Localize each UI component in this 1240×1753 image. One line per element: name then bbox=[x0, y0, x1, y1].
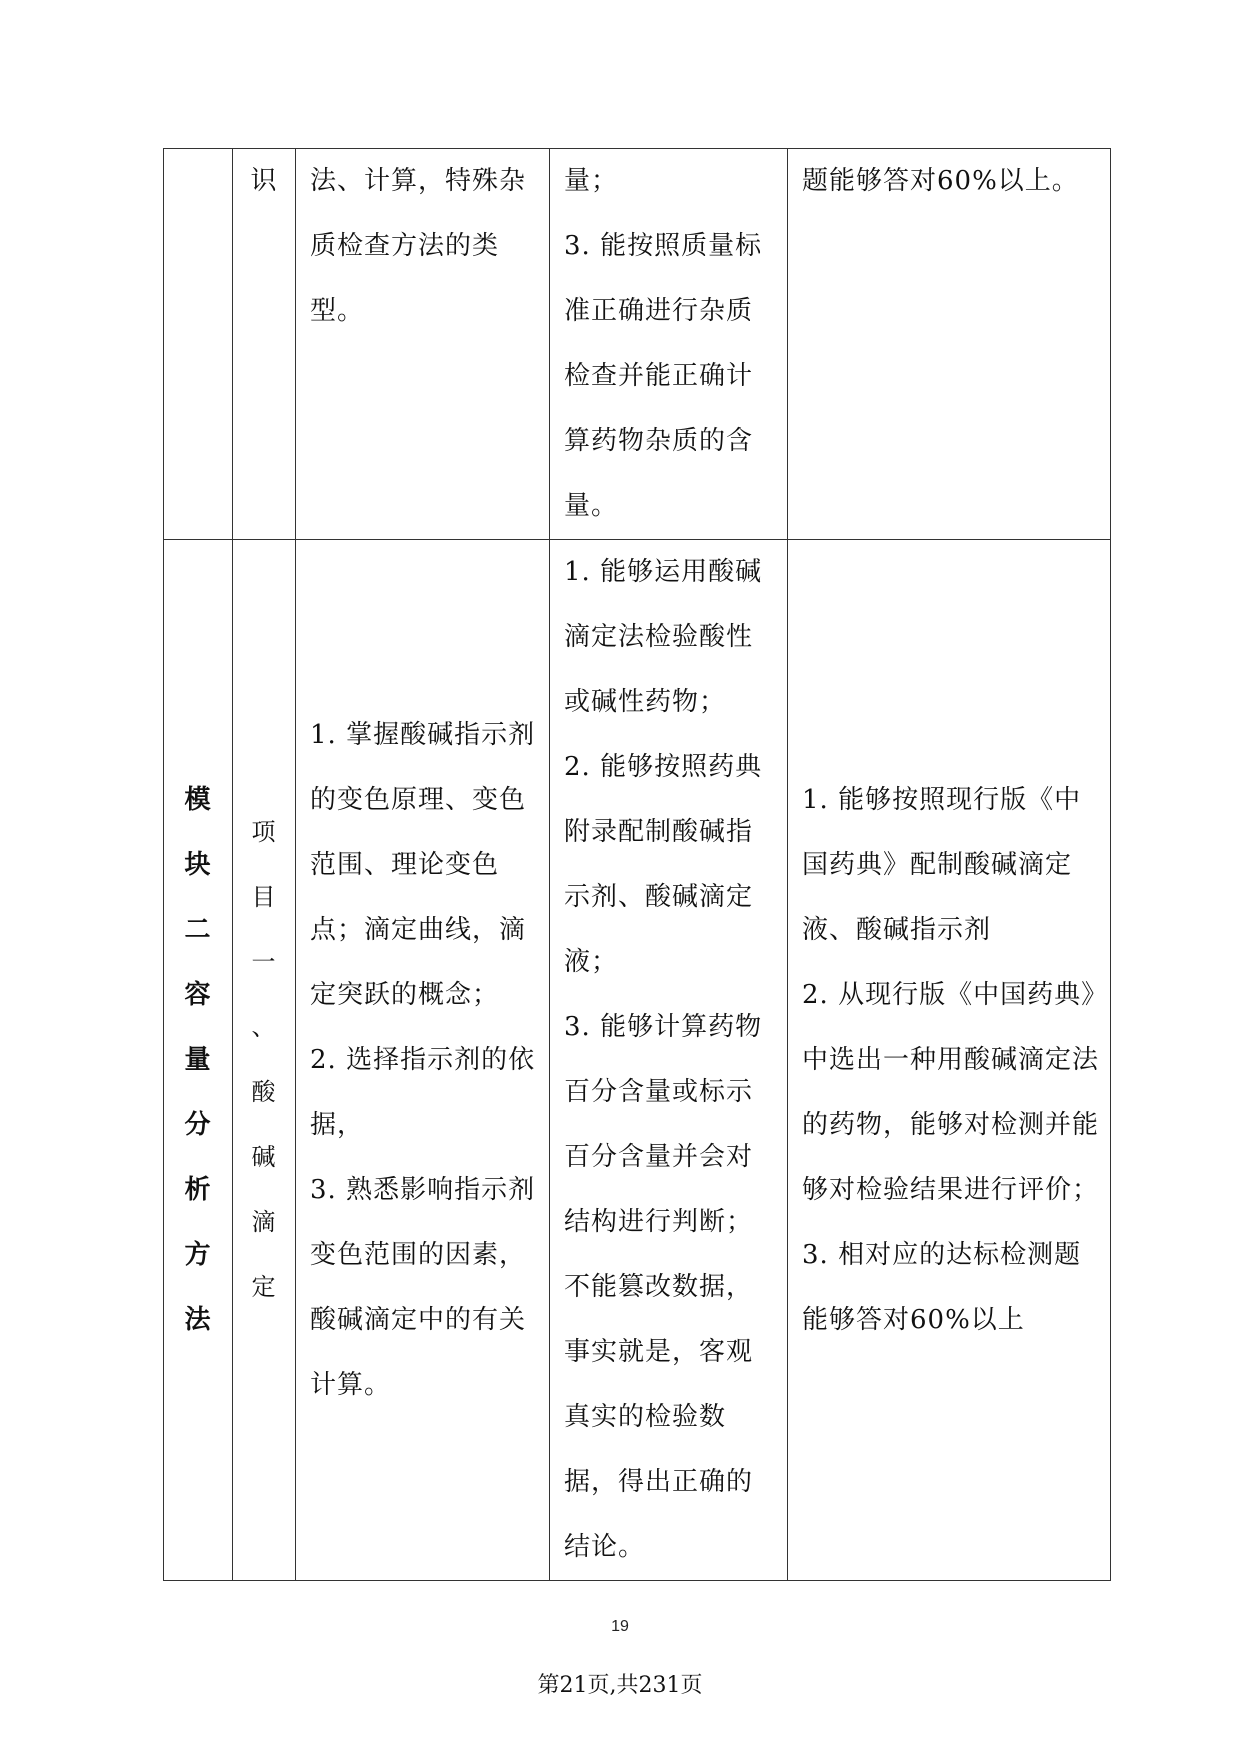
assessment-item: 3. 相对应的达标检测题能够答对60%以上 bbox=[802, 1239, 1082, 1335]
page-footer: 第21页,共231页 bbox=[537, 1673, 703, 1698]
skill-item: 1. 能够运用酸碱滴定法检验酸性或碱性药物； bbox=[564, 557, 763, 717]
module-title: 模 块 二 容 量 分 析 方 法 bbox=[184, 784, 212, 1335]
skill-item: 量； bbox=[564, 166, 619, 196]
module-cell bbox=[164, 149, 233, 540]
skill-item: 3. 能够计算药物百分含量或标示百分含量并会对结构进行判断； bbox=[564, 1012, 763, 1237]
project-cell: 识 bbox=[233, 149, 296, 540]
table-row bbox=[164, 540, 1111, 1581]
curriculum-table bbox=[163, 148, 1111, 1581]
knowledge-item: 2. 选择指示剂的依据， bbox=[310, 1044, 536, 1140]
project-title: 项 目 一 、 酸 碱 滴 定 bbox=[251, 818, 277, 1301]
skill-item: 3. 能按照质量标准正确进行杂质检查并能正确计算药物杂质的含量。 bbox=[564, 231, 763, 521]
skill-item: 2. 能够按照药典附录配制酸碱指示剂、酸碱滴定液； bbox=[564, 752, 763, 977]
table-row bbox=[164, 149, 1111, 540]
skill-item: 不能篡改数据，事实就是，客观真实的检验数据，得出正确的结论。 bbox=[564, 1272, 754, 1562]
knowledge-cell bbox=[296, 540, 550, 1581]
assessment-item: 2. 从现行版《中国药典》中选出一种用酸碱滴定法的药物，能够对检测并能够对检验结果进行评价； bbox=[802, 979, 1100, 1205]
skills-cell bbox=[550, 149, 788, 540]
knowledge-item: 3. 熟悉影响指示剂变色范围的因素，酸碱滴定中的有关计算。 bbox=[310, 1174, 536, 1400]
knowledge-cell: 法、计算，特殊杂质检查方法的类型。 bbox=[296, 149, 550, 540]
module-title-cell bbox=[164, 540, 233, 1581]
knowledge-item: 1. 掌握酸碱指示剂的变色原理、变色范围、理论变色点；滴定曲线，滴定突跃的概念； bbox=[310, 719, 536, 1010]
skills-cell bbox=[550, 540, 788, 1581]
assessment-cell bbox=[788, 540, 1111, 1581]
page-number: 19 bbox=[611, 1618, 629, 1635]
project-title-cell bbox=[233, 540, 296, 1581]
assessment-cell: 题能够答对60%以上。 bbox=[788, 149, 1111, 540]
assessment-item: 1. 能够按照现行版《中国药典》配制酸碱滴定液、酸碱指示剂 bbox=[802, 784, 1082, 945]
